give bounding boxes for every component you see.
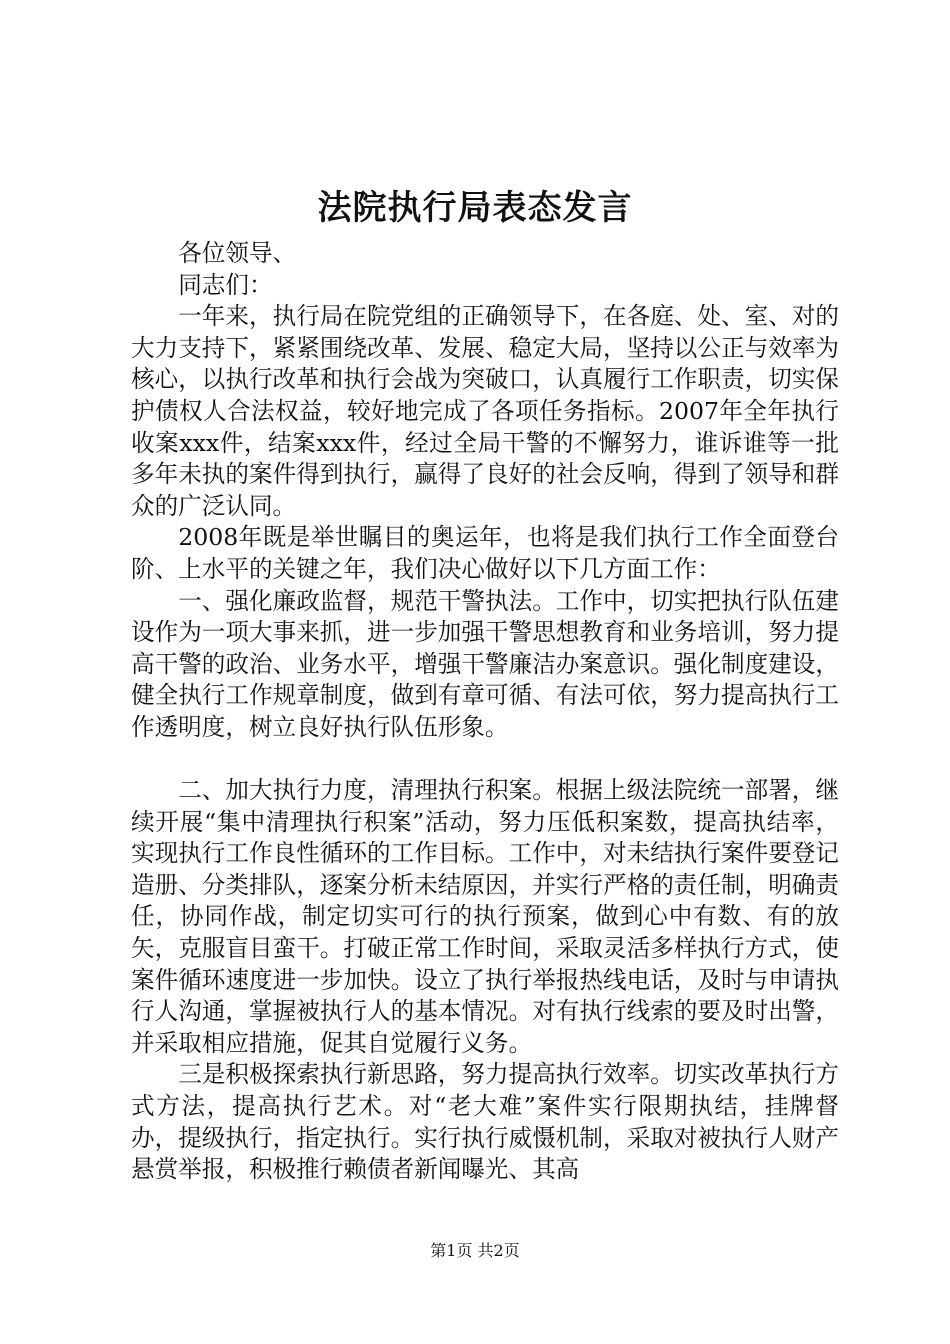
paragraph-review: 一年来，执行局在院党组的正确领导下，在各庭、处、室、对的大力支持下，紧紧围绕改革、发展、稳定大局，坚持以公正与效率为核心，以执行改革和执行会战为突破口，认真履行工作职责，切实保护债权人合法权益，较好地完成了各项任务指标。2007年全年执行收案xxx件，结案xxx件，经过全局干警的不懈努力，谁诉谁等一批多年未执的案件得到执行，赢得了良好的社会反响，得到了领导和群众的广泛认同。: [131, 302, 839, 520]
paragraph-point-three: 三是积极探索执行新思路，努力提高执行效率。切实改革执行方式方法，提高执行艺术。对“老大难”案件实行限期执结，挂牌督办，提级执行，指定执行。实行执行威慑机制，采取对被执行人财产悬赏举报，积极推行赖债者新闻曝光、其高: [131, 1060, 839, 1184]
salutation-comrades: 同志们：: [178, 270, 273, 299]
paragraph-2008-intro: 2008年既是举世瞩目的奥运年，也将是我们执行工作全面登台阶、上水平的关键之年，我们决心做好以下几方面工作：: [131, 523, 839, 583]
paragraph-gap: [131, 744, 839, 776]
document-title: 法院执行局表态发言: [317, 188, 633, 228]
document-body: [131, 238, 839, 1186]
paragraph-point-two: 二、加大执行力度，清理执行积案。根据上级法院统一部署，继续开展“集中清理执行积案”活动，努力压低积案数，提高执结率，实现执行工作良性循环的工作目标。工作中，对未结执行案件要登记造册、分类排队，逐案分析未结原因，并实行严格的责任制，明确责任，协同作战，制定切实可行的执行预案，做到心中有数、有的放矢，克服盲目蛮干。打破正常工作时间，采取灵活多样执行方式，使案件循环速度进一步加快。设立了执行举报热线电话，及时与申请执行人沟通，掌握被执行人的基本情况。对有执行线索的要及时出警，并采取相应措施，促其自觉履行义务。: [131, 776, 839, 1057]
page-footer: 第1页 共2页: [430, 1241, 520, 1260]
paragraph-point-one: 一、强化廉政监督，规范干警执法。工作中，切实把执行队伍建设作为一项大事来抓，进一步加强干警思想教育和业务培训，努力提高干警的政治、业务水平，增强干警廉洁办案意识。强化制度建设，健全执行工作规章制度，做到有章可循、有法可依，努力提高执行工作透明度，树立良好执行队伍形象。: [131, 586, 839, 741]
salutation-leaders: 各位领导、: [178, 239, 297, 267]
